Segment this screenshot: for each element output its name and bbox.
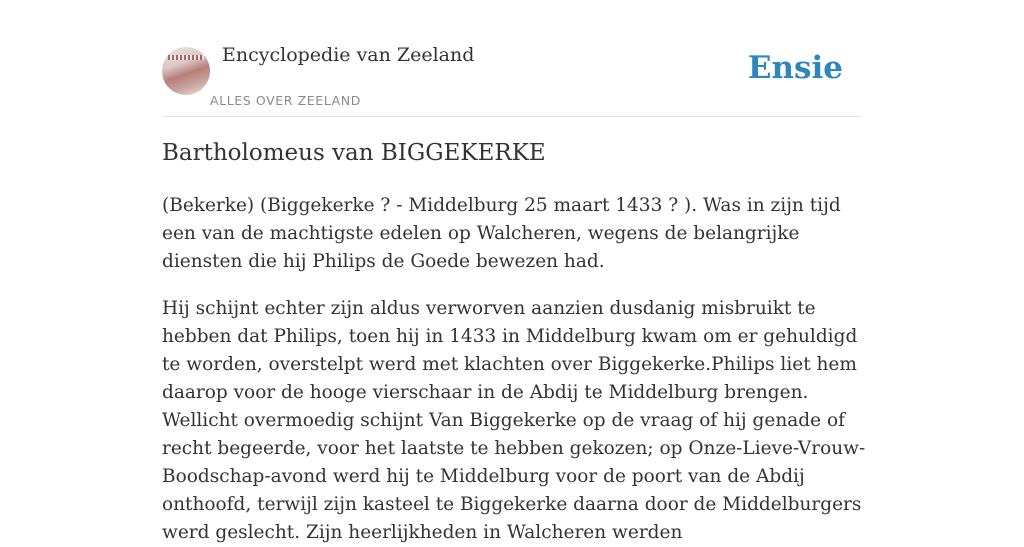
brand-logo-link[interactable]: Ensie — [747, 50, 843, 86]
page-container — [162, 0, 866, 543]
site-avatar[interactable] — [162, 47, 210, 95]
site-subtitle: ALLES OVER ZEELAND — [210, 93, 361, 108]
article-paragraph: Hij schijnt echter zijn aldus verworven aanzien dusdanig misbruikt te hebben dat Philips, toen hij in 1433 in Middelburg kwam om er gehuldigd te worden, overstelpt werd met klachten over Biggekerke.Philips liet hem daarop voor de hooge vierschaar in de Abdij te Middelburg brengen. Wellicht overmoedig schijnt Van Biggekerke op de vraag of hij genade of recht begeerde, voor het laatste te hebben gekozen; op Onze-Lieve-Vrouw-Boodschap-avond werd hij te Middelburg voor de poort van de Abdij onthoofd, terwijl zijn kasteel te Biggekerke daarna door de Middelburgers werd geslecht. Zijn heerlijkheden in Walcheren werden — [162, 298, 866, 543]
site-title[interactable]: Encyclopedie van Zeeland — [222, 44, 475, 66]
article-paragraph: (Bekerke) (Biggekerke ? - Middelburg 25 maart 1433 ? ). Was in zijn tijd een van de machtigste edelen op Walcheren, wegens de belangrijke diensten die hij Philips de Goede bewezen had. — [162, 195, 841, 272]
article-title: Bartholomeus van BIGGEKERKE — [162, 140, 546, 166]
site-header — [162, 0, 862, 117]
